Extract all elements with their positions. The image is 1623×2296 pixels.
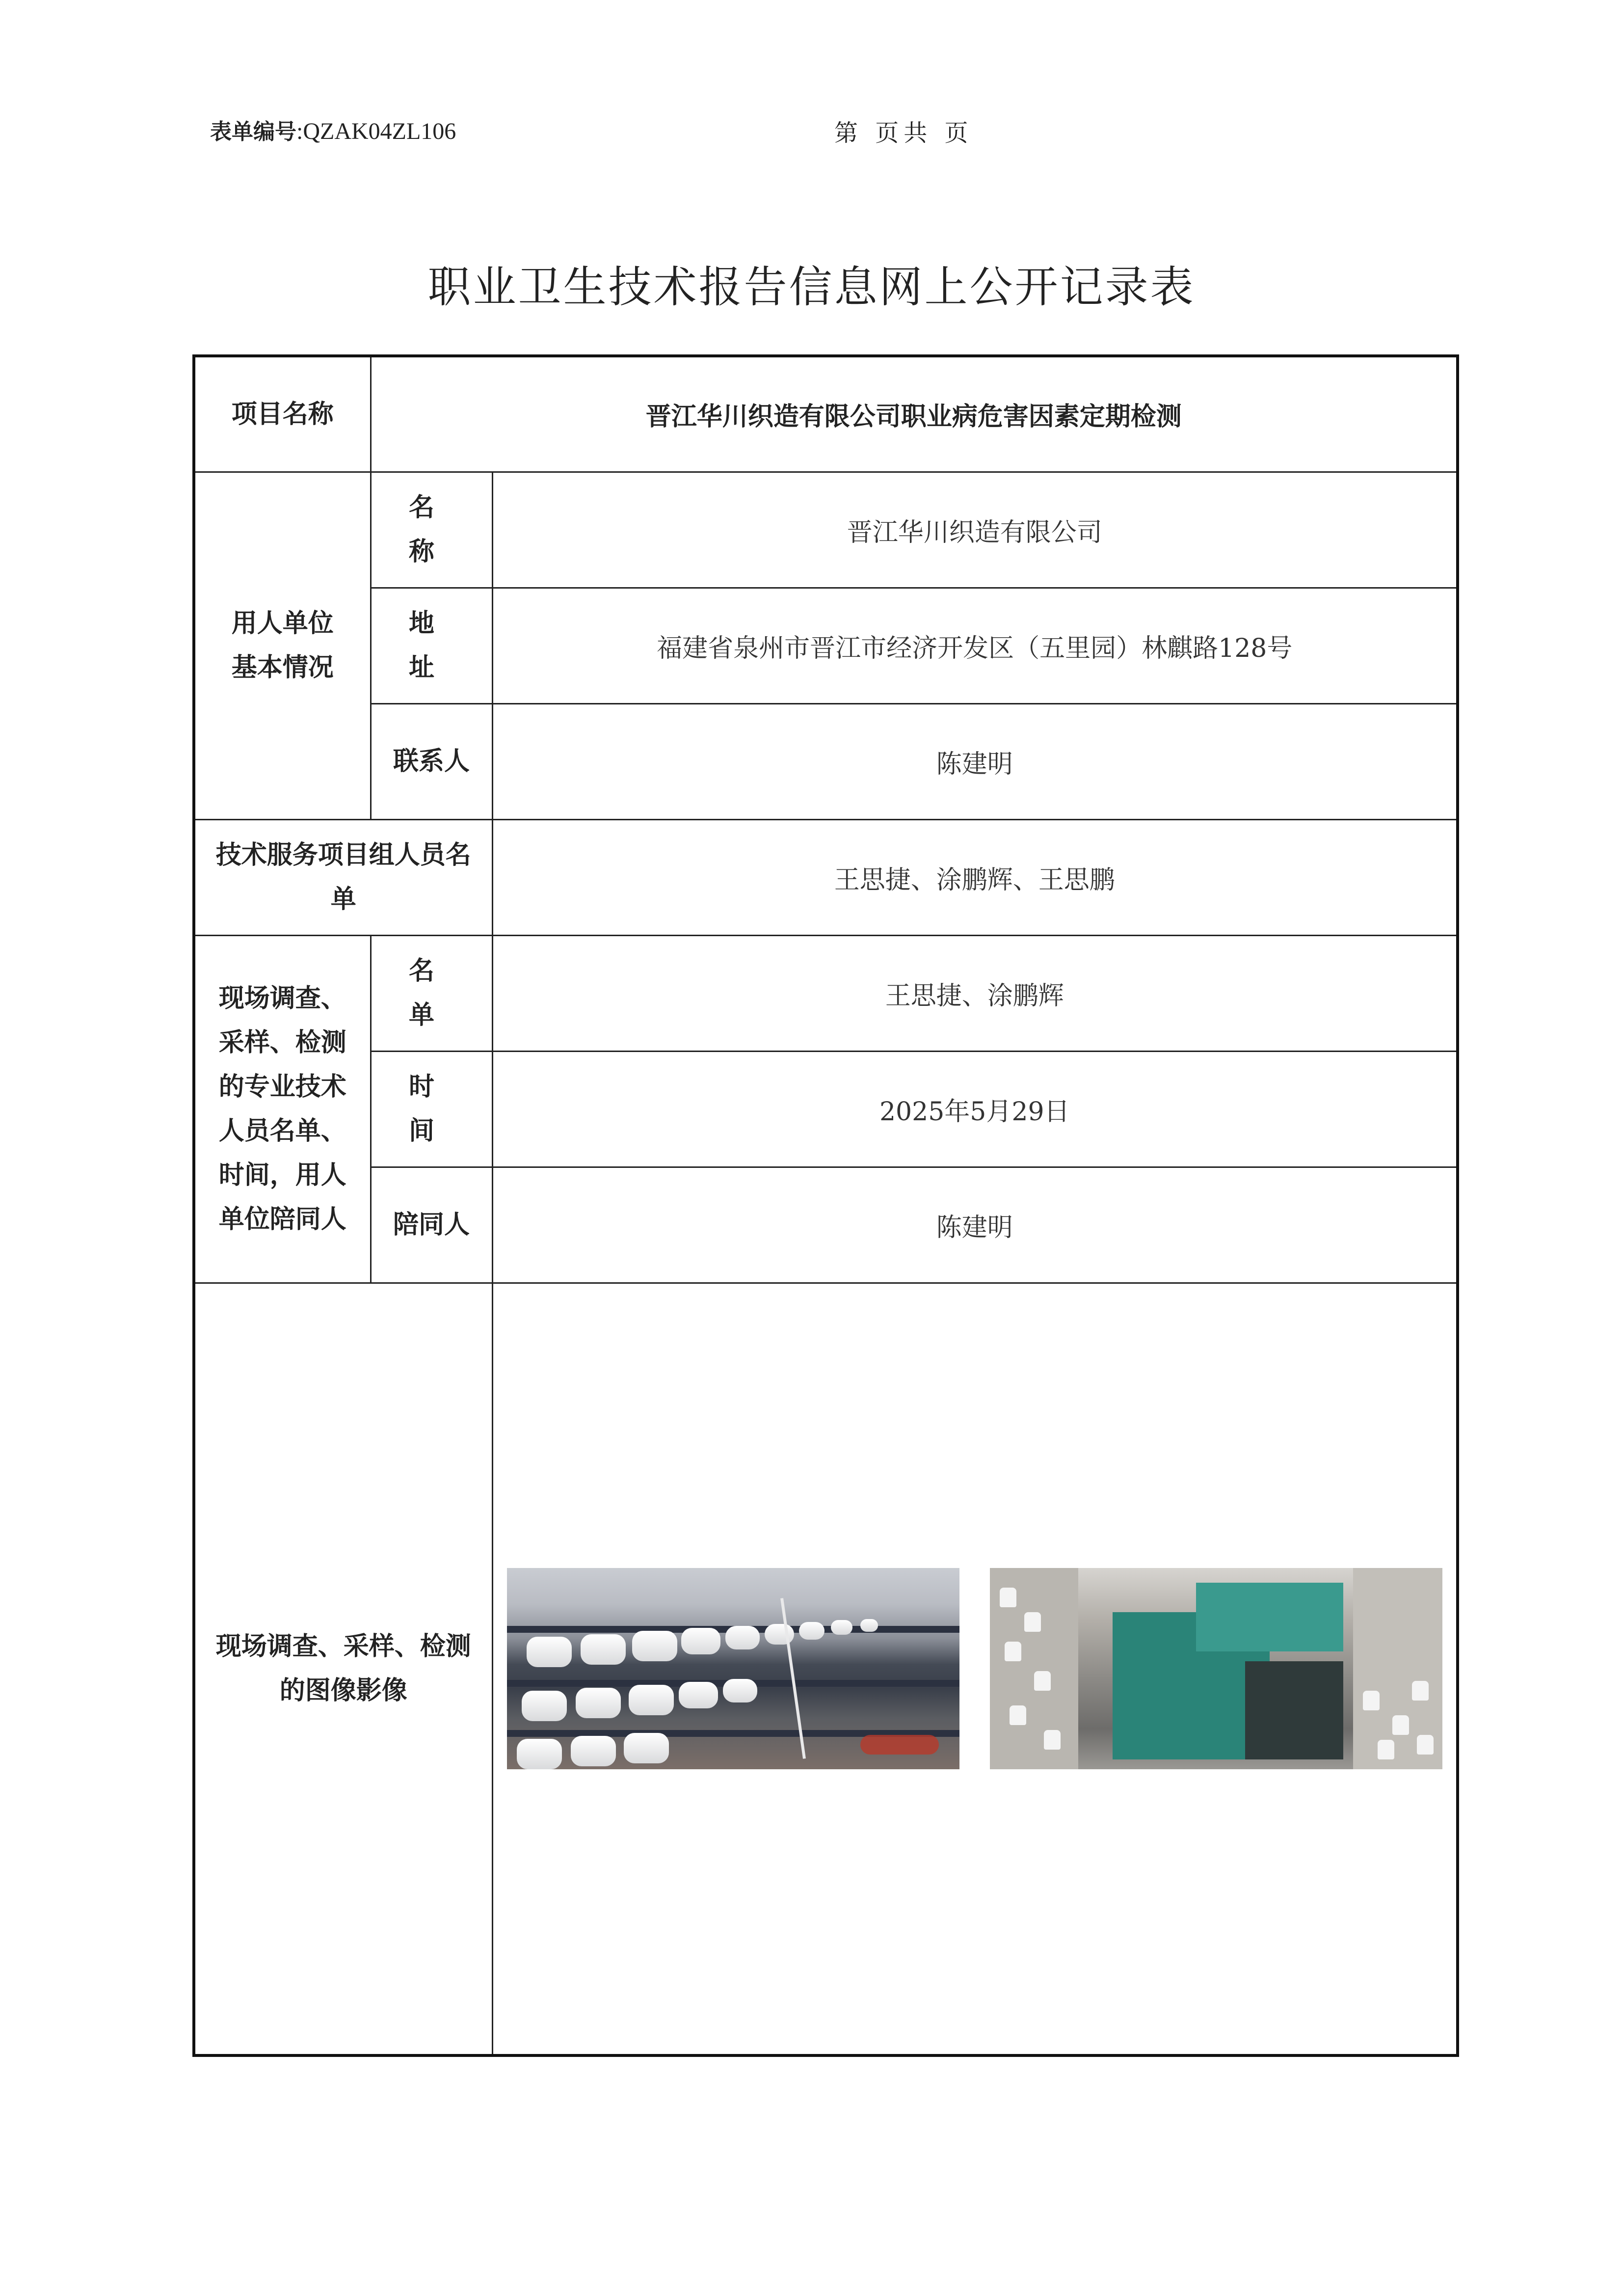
survey-label: 现场调查、采样、检测的专业技术人员名单、时间，用人单位陪同人	[194, 935, 371, 1283]
survey-time-label: 时 间	[371, 1051, 492, 1167]
page-counter: 第 页共 页	[834, 119, 973, 147]
form-number	[210, 114, 456, 145]
survey-names: 王思捷、涂鹏辉	[492, 935, 1458, 1051]
survey-escort-label: 陪同人	[371, 1167, 492, 1283]
row-survey-names	[194, 935, 1458, 1051]
project-label: 项目名称	[194, 356, 371, 472]
images-cell	[492, 1283, 1458, 2055]
row-employer-contact	[194, 703, 1458, 819]
survey-names-label: 名 单	[371, 935, 492, 1051]
photo-strip	[498, 1568, 1452, 1769]
record-table	[192, 354, 1459, 2057]
green-machine-photo	[990, 1568, 1442, 1769]
page-title: 职业卫生技术报告信息网上公开记录表	[427, 262, 1196, 312]
row-images	[194, 1283, 1458, 2055]
employer-address-label: 地 址	[371, 588, 492, 703]
row-survey-time	[194, 1051, 1458, 1167]
employer-address: 福建省泉州市晋江市经济开发区（五里园）林麒路128号	[492, 588, 1458, 703]
form-number-value: :QZAK04ZL106	[296, 118, 456, 144]
employer-name: 晋江华川织造有限公司	[492, 472, 1458, 588]
survey-time: 2025年5月29日	[492, 1051, 1458, 1167]
survey-escort: 陈建明	[492, 1167, 1458, 1283]
row-team	[194, 819, 1458, 935]
project-value: 晋江华川织造有限公司职业病危害因素定期检测	[371, 356, 1458, 472]
row-employer-name	[194, 472, 1458, 588]
row-employer-address	[194, 588, 1458, 703]
employer-contact-label: 联系人	[371, 703, 492, 819]
form-number-label: 表单编号	[210, 119, 296, 144]
row-project	[194, 356, 1458, 472]
row-survey-escort	[194, 1167, 1458, 1283]
employer-label: 用人单位基本情况	[194, 472, 371, 819]
team-members: 王思捷、涂鹏辉、王思鹏	[492, 819, 1458, 935]
spinning-frame-photo	[507, 1568, 959, 1769]
employer-name-label: 名 称	[371, 472, 492, 588]
images-label: 现场调查、采样、检测的图像影像	[194, 1283, 492, 2055]
team-label: 技术服务项目组人员名单	[194, 819, 492, 935]
employer-contact: 陈建明	[492, 703, 1458, 819]
